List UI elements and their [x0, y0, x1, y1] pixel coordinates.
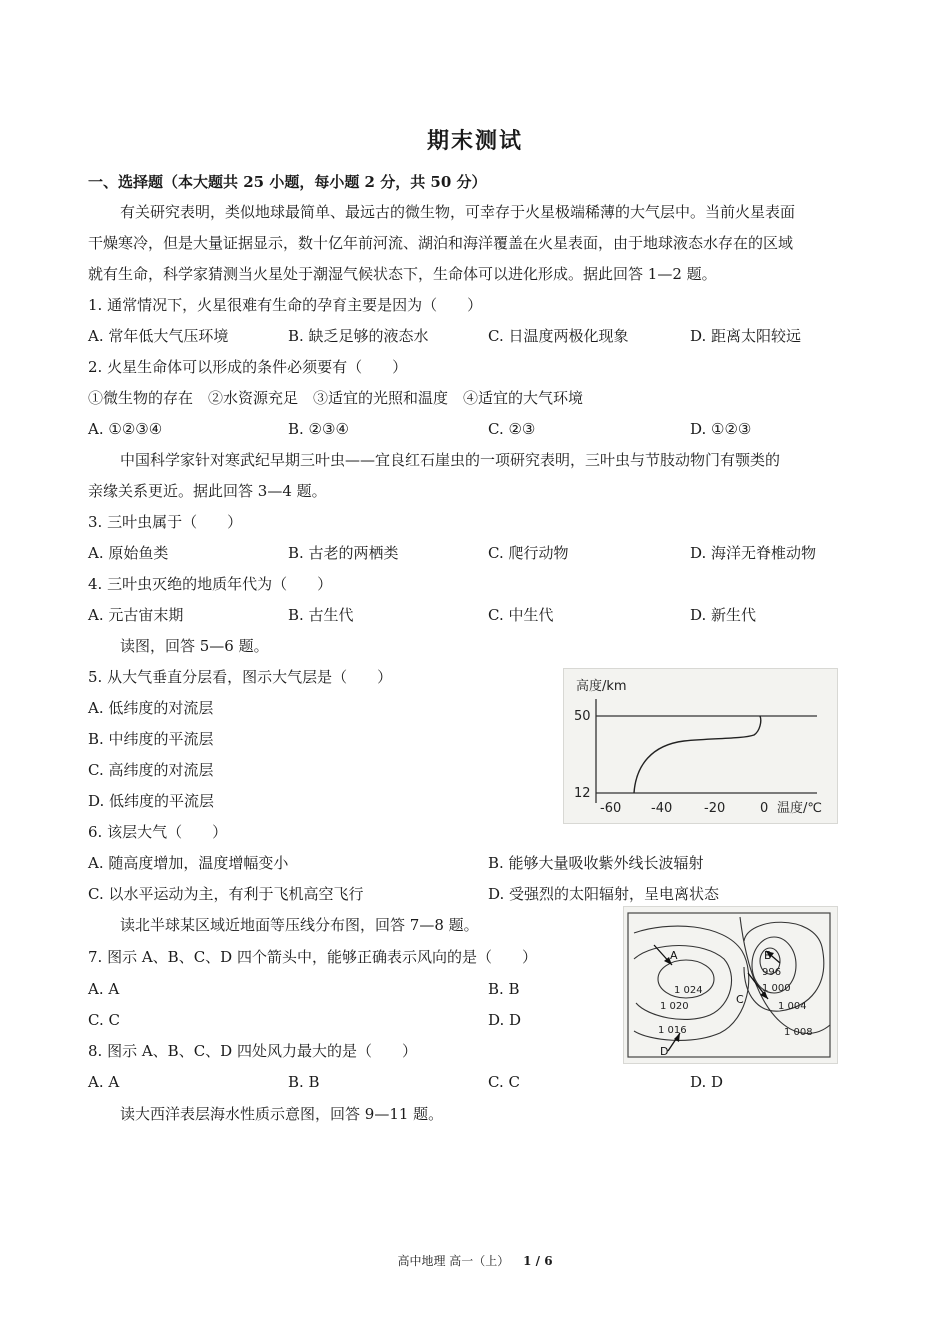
passage-line: 亲缘关系更近。据此回答 3—4 题。 — [88, 482, 327, 500]
isobar-label-996: 996 — [762, 967, 782, 978]
y-tick-50: 50 — [574, 709, 591, 724]
q4-option-a: A. 元古宙末期 — [88, 606, 184, 624]
label-d: D — [660, 1045, 669, 1058]
q6-option-d: D. 受强烈的太阳辐射，呈电离状态 — [488, 885, 720, 903]
q3-option-a: A. 原始鱼类 — [88, 544, 169, 562]
q5-option-d: D. 低纬度的平流层 — [88, 792, 215, 810]
y-tick-12: 12 — [574, 786, 591, 801]
intro-9-11: 读大西洋表层海水性质示意图，回答 9—11 题。 — [120, 1105, 444, 1123]
label-c: C — [736, 993, 744, 1006]
x-tick-minus60: -60 — [600, 801, 622, 816]
q3-option-d: D. 海洋无脊椎动物 — [690, 544, 817, 562]
question-6-stem: 6. 该层大气（ ） — [88, 823, 228, 841]
q3-option-c: C. 爬行动物 — [488, 544, 569, 562]
q4-option-b: B. 古生代 — [288, 606, 354, 624]
question-3-stem: 3. 三叶虫属于（ ） — [88, 513, 243, 531]
q4-option-d: D. 新生代 — [690, 606, 757, 624]
page-title: 期末测试 — [426, 128, 523, 154]
intro-5-6: 读图，回答 5—6 题。 — [120, 637, 269, 655]
isobar-label-1000: 1 000 — [762, 983, 791, 994]
q5-option-c: C. 高纬度的对流层 — [88, 761, 214, 779]
question-1-stem: 1. 通常情况下，火星很难有生命的孕育主要是因为（ ） — [88, 296, 483, 314]
passage-line: 就有生命，科学家猜测当火星处于潮湿气候状态下，生命体可以进化形成。据此回答 1—2 题。 — [88, 265, 717, 283]
y-axis-label: 高度/km — [576, 679, 627, 694]
passage-line: 中国科学家针对寒武纪早期三叶虫——宜良红石崖虫的一项研究表明，三叶虫与节肢动物门有颚类的 — [120, 451, 781, 469]
question-5-stem: 5. 从大气垂直分层看，图示大气层是（ ） — [88, 668, 393, 686]
q2-option-b: B. ②③④ — [288, 420, 349, 438]
q7-option-d: D. D — [488, 1011, 522, 1029]
footer-subject: 高中地理 高一（上） — [397, 1254, 510, 1268]
label-b: B — [764, 949, 772, 962]
q5-option-a: A. 低纬度的对流层 — [88, 699, 214, 717]
q1-option-d: D. 距离太阳较远 — [690, 327, 802, 345]
q6-option-c: C. 以水平运动为主，有利于飞机高空飞行 — [88, 885, 364, 903]
q1-option-c: C. 日温度两极化现象 — [488, 327, 629, 345]
page-footer — [0, 1252, 950, 1269]
q8-option-d: D. D — [690, 1073, 724, 1091]
footer-page-number: 1 / 6 — [523, 1254, 553, 1268]
isobar-label-1008: 1 008 — [784, 1027, 813, 1038]
passage-line: 有关研究表明，类似地球最简单、最远古的微生物，可幸存于火星极端稀薄的大气层中。当前火星表面 — [120, 203, 796, 221]
q1-option-b: B. 缺乏足够的液态水 — [288, 327, 429, 345]
x-tick-minus20: -20 — [704, 801, 726, 816]
q7-option-c: C. C — [88, 1011, 120, 1029]
isobar-map-figure — [623, 906, 838, 1064]
q2-option-a: A. ①②③④ — [88, 420, 163, 438]
x-axis-label: 温度/℃ — [777, 801, 822, 816]
label-a: A — [670, 949, 678, 962]
q6-option-b: B. 能够大量吸收紫外线长波辐射 — [488, 854, 704, 872]
x-tick-minus40: -40 — [651, 801, 673, 816]
q5-option-b: B. 中纬度的平流层 — [88, 730, 214, 748]
question-7-stem: 7. 图示 A、B、C、D 四个箭头中，能够正确表示风向的是（ ） — [88, 948, 537, 966]
q1-option-a: A. 常年低大气压环境 — [88, 327, 229, 345]
x-tick-0: 0 — [760, 801, 769, 816]
intro-7-8: 读北半球某区域近地面等压线分布图，回答 7—8 题。 — [120, 916, 479, 934]
q8-option-a: A. A — [88, 1073, 120, 1091]
q6-option-a: A. 随高度增加，温度增幅变小 — [88, 854, 289, 872]
q4-option-c: C. 中生代 — [488, 606, 554, 624]
isobar-label-1016: 1 016 — [658, 1025, 687, 1036]
isobar-1004 — [744, 922, 824, 1011]
section-heading: 一、选择题（本大题共 25 小题，每小题 2 分，共 50 分） — [88, 173, 487, 191]
isobar-label-1024: 1 024 — [674, 985, 703, 996]
q7-option-b: B. B — [488, 980, 520, 998]
q2-option-c: C. ②③ — [488, 420, 536, 438]
passage-line: 干燥寒冷，但是大量证据显示，数十亿年前河流、湖泊和海洋覆盖在火星表面，由于地球液态水存在的区域 — [88, 234, 794, 252]
temperature-curve — [634, 716, 761, 793]
q8-option-c: C. C — [488, 1073, 520, 1091]
altitude-temperature-figure — [563, 668, 838, 824]
isobar-label-1004: 1 004 — [778, 1001, 807, 1012]
altitude-temperature-plot — [564, 669, 837, 823]
question-4-stem: 4. 三叶虫灭绝的地质年代为（ ） — [88, 575, 333, 593]
question-2-items: ①微生物的存在 ②水资源充足 ③适宜的光照和温度 ④适宜的大气环境 — [88, 389, 584, 407]
isobar-map — [624, 907, 837, 1063]
isobar-label-1020: 1 020 — [660, 1001, 689, 1012]
q2-option-d: D. ①②③ — [690, 420, 752, 438]
q8-option-b: B. B — [288, 1073, 320, 1091]
question-8-stem: 8. 图示 A、B、C、D 四处风力最大的是（ ） — [88, 1042, 417, 1060]
question-2-stem: 2. 火星生命体可以形成的条件必须要有（ ） — [88, 358, 408, 376]
q3-option-b: B. 古老的两栖类 — [288, 544, 399, 562]
q7-option-a: A. A — [88, 980, 120, 998]
